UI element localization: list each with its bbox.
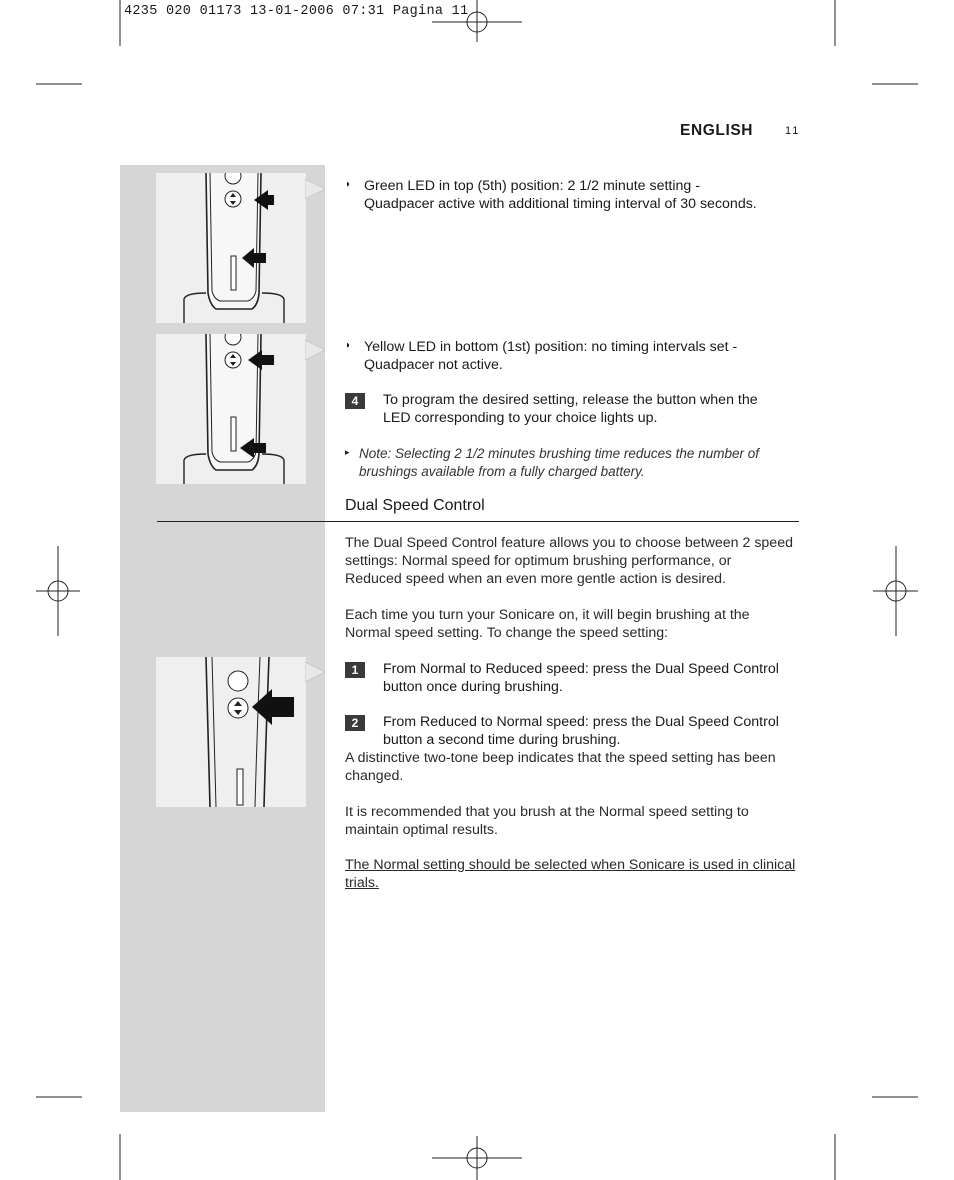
instruction-paragraph (345, 606, 750, 642)
step-number-badge: 4 (345, 393, 365, 409)
step-number-badge: 2 (345, 715, 365, 731)
bullet-marker: ◗ (345, 179, 352, 190)
clinical-trials-paragraph (345, 856, 799, 892)
bullet-line: Yellow LED in bottom (1st) position: no timing intervals set - (364, 339, 738, 355)
pointer-wedges (305, 165, 327, 865)
print-header: 4235 020 01173 13-01-2006 07:31 Pagina 11 (124, 4, 469, 19)
paragraph-line: It is recommended that you brush at the Normal speed setting to (345, 804, 749, 820)
intro-paragraph (345, 534, 793, 588)
paragraph-line: Reduced speed when an even more gentle action is desired. (345, 571, 726, 587)
step-line: button a second time during brushing. (383, 732, 621, 748)
paragraph-line: trials. (345, 875, 379, 891)
note-line: brushings available from a fully charged battery. (359, 464, 645, 479)
bullet-green-led (364, 177, 757, 213)
bullet-marker: ◗ (345, 340, 352, 351)
step-line: LED corresponding to your choice lights up. (383, 410, 658, 426)
step-2-text (383, 713, 779, 749)
bullet-line: Quadpacer active with additional timing interval of 30 seconds. (364, 196, 757, 212)
step-number-badge: 1 (345, 662, 365, 678)
paragraph-line: maintain optimal results. (345, 822, 498, 838)
step-4-text (383, 391, 758, 427)
section-title: Dual Speed Control (345, 497, 485, 514)
paragraph-line: A distinctive two-tone beep indicates that the speed setting has been (345, 750, 776, 766)
battery-note (359, 445, 759, 481)
beep-paragraph (345, 749, 776, 785)
bullet-line: Quadpacer not active. (364, 357, 503, 373)
language-heading: ENGLISH (680, 122, 754, 139)
note-line: Note: Selecting 2 1/2 minutes brushing time reduces the number of (359, 446, 759, 461)
paragraph-line: The Normal setting should be selected when Sonicare is used in clinical (345, 857, 796, 873)
note-marker: ▸ (345, 447, 350, 457)
paragraph-line: The Dual Speed Control feature allows you to choose between 2 speed (345, 535, 793, 551)
paragraph-line: settings: Normal speed for optimum brushing performance, or (345, 553, 732, 569)
step-line: To program the desired setting, release the button when the (383, 392, 758, 408)
bullet-yellow-led (364, 338, 737, 374)
section-divider (157, 521, 799, 522)
paragraph-line: changed. (345, 768, 404, 784)
toothbrush-illustration-middle (156, 334, 306, 484)
recommendation-paragraph (345, 803, 749, 839)
toothbrush-illustration-top (156, 173, 306, 323)
toothbrush-illustration-bottom (156, 657, 306, 807)
step-line: From Normal to Reduced speed: press the Dual Speed Control (383, 661, 779, 677)
step-1-text (383, 660, 779, 696)
paragraph-line: Each time you turn your Sonicare on, it will begin brushing at the (345, 607, 750, 623)
step-line: button once during brushing. (383, 679, 563, 695)
bullet-line: Green LED in top (5th) position: 2 1/2 minute setting - (364, 178, 700, 194)
step-line: From Reduced to Normal speed: press the Dual Speed Control (383, 714, 779, 730)
paragraph-line: Normal speed setting. To change the speed setting: (345, 625, 669, 641)
page-number: 11 (785, 125, 801, 137)
